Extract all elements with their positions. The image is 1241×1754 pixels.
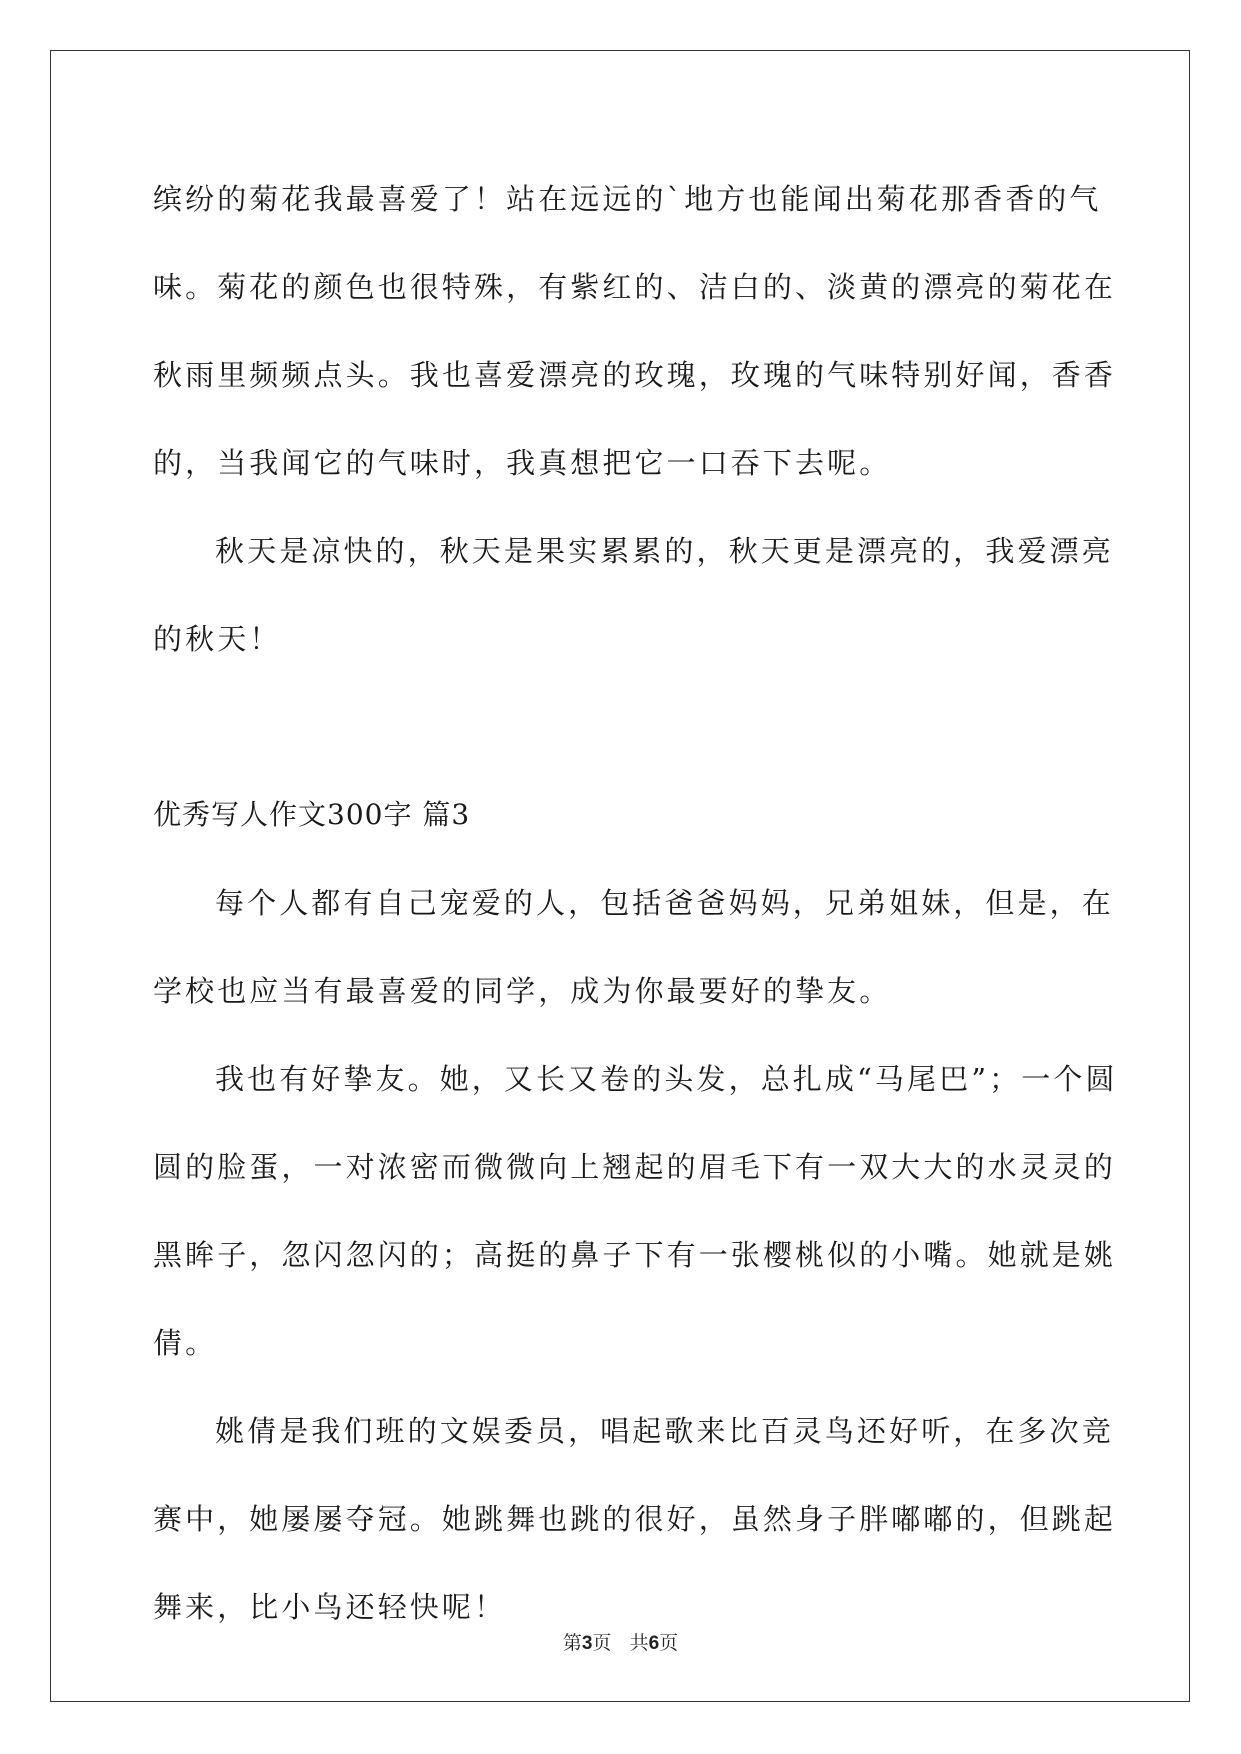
text-line: 我也有好挚友。她，又长又卷的头发，总扎成“马尾巴”；一个圆 (215, 1062, 1118, 1096)
text-line: 的，当我闻它的气味时，我真想把它一口吞下去呢。 (153, 446, 892, 480)
document-body (153, 155, 1118, 1651)
footer-total-pages: 6 (648, 1633, 660, 1654)
text-line: 黑眸子，忽闪忽闪的；高挺的鼻子下有一张樱桃似的小嘴。她就是姚 (153, 1238, 1117, 1272)
page-footer (0, 1628, 1241, 1655)
blank-line (153, 683, 1088, 771)
text-line: 姚倩是我们班的文娱委员，唱起歌来比百灵鸟还好听，在多次竞 (215, 1414, 1114, 1448)
text-line: 倩。 (153, 1326, 218, 1360)
footer-page-suffix: 页 (592, 1632, 612, 1654)
text-line: 舞来，比小鸟还轻快呢！ (153, 1590, 507, 1624)
footer-page-prefix: 第 (562, 1632, 582, 1654)
section-heading: 优秀写人作文300字 篇3 (153, 798, 471, 831)
text-line: 秋天是凉快的，秋天是果实累累的，秋天更是漂亮的，我爱漂亮 (215, 534, 1114, 568)
footer-total-prefix: 共 (629, 1632, 649, 1654)
text-line: 的秋天！ (153, 622, 282, 656)
text-line: 味。菊花的颜色也很特殊，有紫红的、洁白的、淡黄的漂亮的菊花在 (153, 270, 1117, 304)
footer-total-suffix: 页 (659, 1632, 679, 1654)
text-line: 赛中，她屡屡夺冠。她跳舞也跳的很好，虽然身子胖嘟嘟的，但跳起 (153, 1502, 1117, 1536)
footer-page-number: 3 (581, 1633, 593, 1654)
text-line: 秋雨里频频点头。我也喜爱漂亮的玫瑰，玫瑰的气味特别好闻，香香 (153, 358, 1117, 392)
text-line: 每个人都有自己宠爱的人，包括爸爸妈妈，兄弟姐妹，但是，在 (215, 886, 1114, 920)
text-line: 学校也应当有最喜爱的同学，成为你最要好的挚友。 (153, 974, 892, 1008)
text-line: 缤纷的菊花我最喜爱了！站在远远的`地方也能闻出菊花那香香的气 (153, 182, 1102, 216)
text-line: 圆的脸蛋，一对浓密而微微向上翘起的眉毛下有一双大大的水灵灵的 (153, 1150, 1117, 1184)
